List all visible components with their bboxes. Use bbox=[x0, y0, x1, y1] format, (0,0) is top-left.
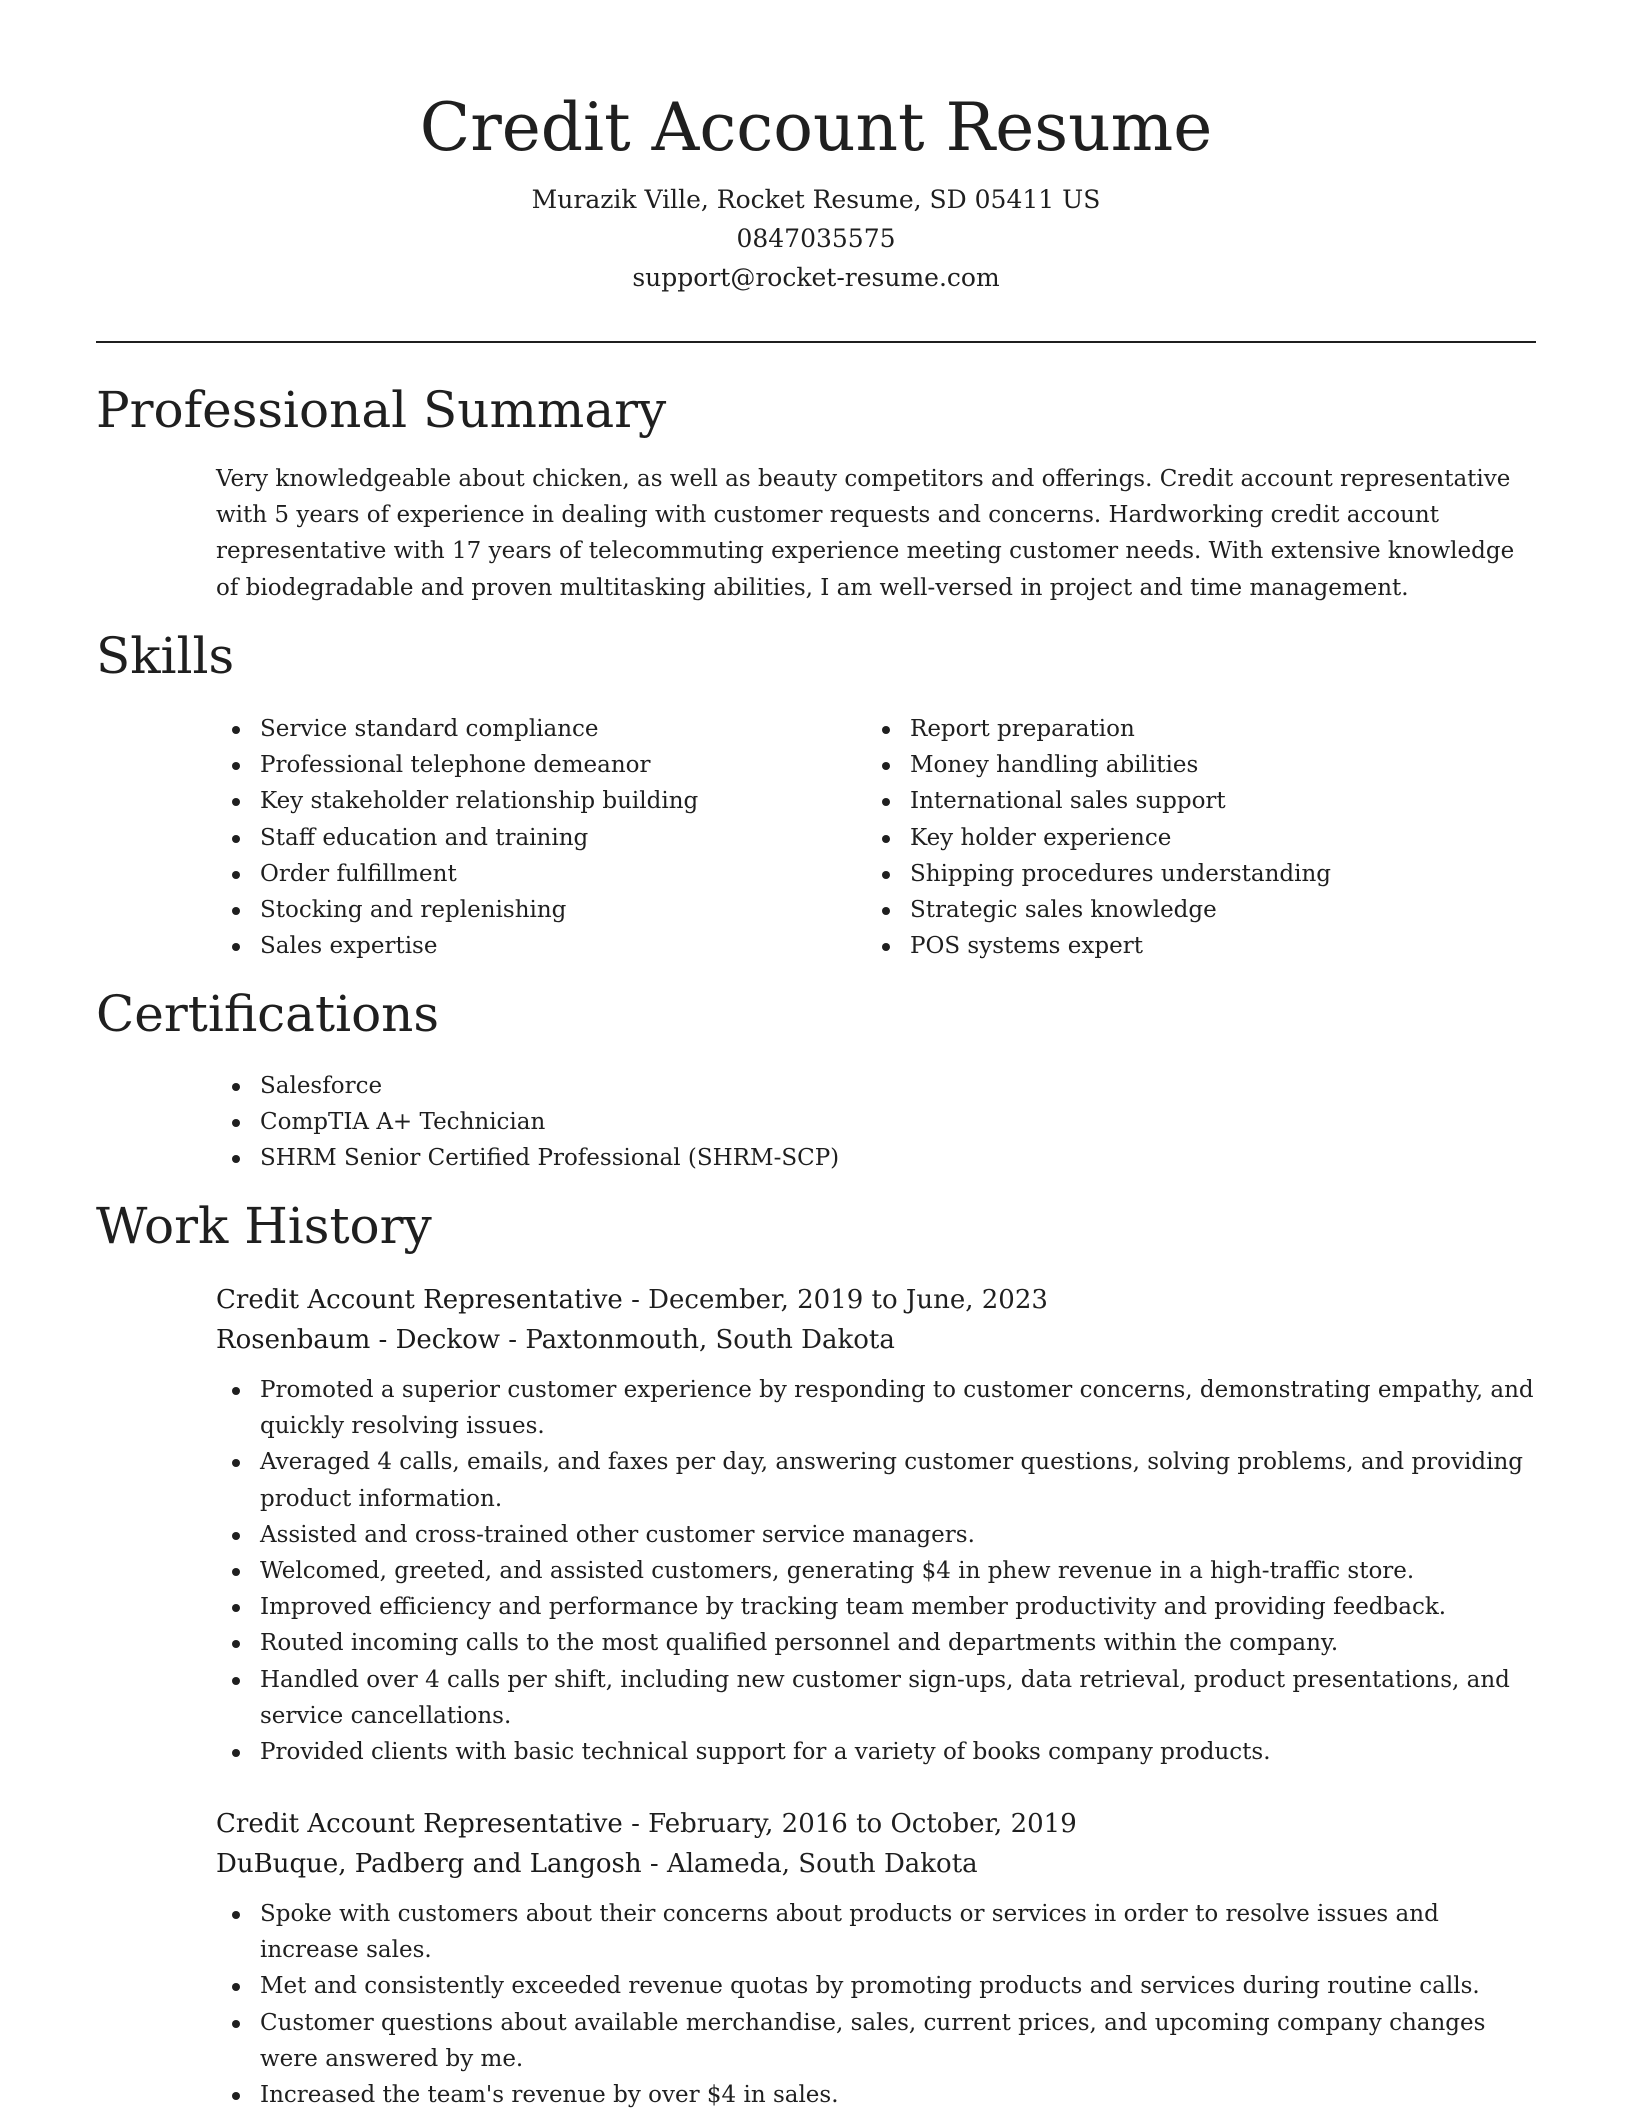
job-company: DuBuque, Padberg and Langosh bbox=[216, 1849, 642, 1879]
list-item: Met and consistently exceeded revenue quotas by promoting products and services during routine calls. bbox=[216, 1968, 1536, 2004]
job-company-line bbox=[216, 1844, 1536, 1884]
list-item: Promoted a superior customer experience by responding to customer concerns, demonstrating empathy, and quickly resolving issues. bbox=[216, 1372, 1536, 1444]
job-dates: February, 2016 to October, 2019 bbox=[648, 1809, 1077, 1839]
list-item: Averaged 4 calls, emails, and faxes per day, answering customer questions, solving problems, and providing product information. bbox=[216, 1444, 1536, 1516]
list-item: Customer questions about available merchandise, sales, current prices, and upcoming company changes were answered by me. bbox=[216, 2005, 1536, 2077]
job-location: Alameda, South Dakota bbox=[666, 1849, 978, 1879]
job-location: Paxtonmouth, South Dakota bbox=[525, 1325, 895, 1355]
resume-header bbox=[96, 84, 1536, 297]
certifications-list bbox=[216, 1068, 1516, 1177]
list-item: CompTIA A+ Technician bbox=[216, 1104, 1516, 1140]
list-item: Strategic sales knowledge bbox=[866, 892, 1506, 928]
skills-list-right bbox=[866, 711, 1506, 964]
list-item: Salesforce bbox=[216, 1068, 1516, 1104]
dash-separator: - bbox=[641, 1849, 667, 1879]
dash-separator: - bbox=[500, 1325, 526, 1355]
dash-separator: - bbox=[622, 1285, 649, 1315]
contact-info bbox=[96, 180, 1536, 297]
dash-separator: - bbox=[622, 1809, 649, 1839]
list-item: International sales support bbox=[866, 783, 1506, 819]
list-item: Professional telephone demeanor bbox=[216, 747, 856, 783]
list-item: Service standard compliance bbox=[216, 711, 856, 747]
page-title: Credit Account Resume bbox=[419, 89, 1213, 166]
list-item: Routed incoming calls to the most qualified personnel and departments within the company. bbox=[216, 1625, 1536, 1661]
job-company-line bbox=[216, 1320, 1536, 1360]
list-item: Welcomed, greeted, and assisted customers, generating $4 in phew revenue in a high-traffic store. bbox=[216, 1553, 1536, 1589]
header-divider bbox=[96, 341, 1536, 343]
job-title-line bbox=[216, 1804, 1536, 1844]
job-entry bbox=[216, 1280, 1536, 1770]
certifications-heading: Certifications bbox=[96, 985, 440, 1043]
phone-line: 0847035575 bbox=[736, 224, 896, 253]
job-duties-list bbox=[216, 1896, 1536, 2113]
job-duties-list bbox=[216, 1372, 1536, 1770]
work-history-heading: Work History bbox=[96, 1197, 432, 1255]
skills-list-left bbox=[216, 711, 856, 964]
email-line: support@rocket-resume.com bbox=[632, 263, 1000, 292]
list-item: Shipping procedures understanding bbox=[866, 856, 1506, 892]
list-item: Key stakeholder relationship building bbox=[216, 783, 856, 819]
list-item: Handled over 4 calls per shift, including new customer sign-ups, data retrieval, product presentations, and service cancellations. bbox=[216, 1662, 1536, 1734]
list-item: Provided clients with basic technical support for a variety of books company products. bbox=[216, 1734, 1536, 1770]
job-title: Credit Account Representative bbox=[216, 1285, 623, 1315]
address-line: Murazik Ville, Rocket Resume, SD 05411 US bbox=[531, 185, 1101, 214]
summary-heading: Professional Summary bbox=[96, 381, 667, 439]
summary-text: Very knowledgeable about chicken, as well as beauty competitors and offerings. Credit account representative with 5 years of experience in dealing with customer requests and concerns. Hardworking credit account representative with 17 years of telecommuting experience meeting customer needs. With extensive knowledge of biodegradable and proven multitasking abilities, I am well-versed in project and time management. bbox=[216, 466, 1515, 601]
job-entry bbox=[216, 1804, 1536, 2113]
list-item: Order fulfillment bbox=[216, 856, 856, 892]
list-item: POS systems expert bbox=[866, 928, 1506, 964]
list-item: Spoke with customers about their concerns about products or services in order to resolve issues and increase sales. bbox=[216, 1896, 1536, 1968]
job-company: Rosenbaum - Deckow bbox=[216, 1325, 501, 1355]
list-item: Improved efficiency and performance by tracking team member productivity and providing feedback. bbox=[216, 1589, 1536, 1625]
list-item: Report preparation bbox=[866, 711, 1506, 747]
job-title-line bbox=[216, 1280, 1536, 1320]
list-item: SHRM Senior Certified Professional (SHRM-SCP) bbox=[216, 1140, 1516, 1176]
list-item: Money handling abilities bbox=[866, 747, 1506, 783]
list-item: Sales expertise bbox=[216, 928, 856, 964]
list-item: Stocking and replenishing bbox=[216, 892, 856, 928]
list-item: Increased the team's revenue by over $4 in sales. bbox=[216, 2077, 1536, 2113]
list-item: Staff education and training bbox=[216, 820, 856, 856]
list-item: Key holder experience bbox=[866, 820, 1506, 856]
skills-heading: Skills bbox=[96, 627, 235, 685]
job-title: Credit Account Representative bbox=[216, 1809, 623, 1839]
list-item: Assisted and cross-trained other customer service managers. bbox=[216, 1517, 1536, 1553]
job-dates: December, 2019 to June, 2023 bbox=[648, 1285, 1048, 1315]
